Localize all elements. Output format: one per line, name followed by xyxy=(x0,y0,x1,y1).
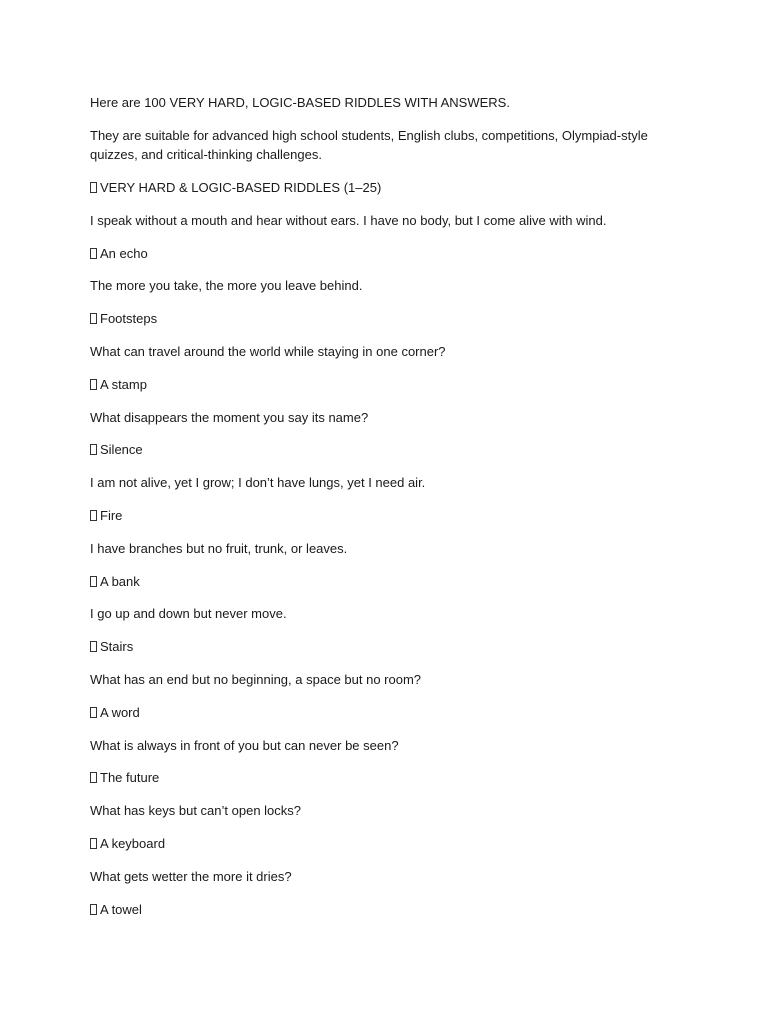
riddle-answer xyxy=(90,900,650,920)
riddle-question: What can travel around the world while staying in one corner? xyxy=(90,344,446,360)
missing-glyph-icon xyxy=(90,248,97,259)
document-body xyxy=(90,93,650,932)
missing-glyph-icon xyxy=(90,379,97,390)
missing-glyph-icon xyxy=(90,904,97,915)
missing-glyph-icon xyxy=(90,182,97,193)
riddle-answer xyxy=(90,244,650,264)
riddle-answer xyxy=(90,637,650,657)
riddle-question: I have branches but no fruit, trunk, or leaves. xyxy=(90,540,348,556)
missing-glyph-icon xyxy=(90,576,97,587)
riddle-answer xyxy=(90,440,650,460)
riddle-list xyxy=(90,211,650,919)
riddle-answer xyxy=(90,768,650,788)
riddle-question: The more you take, the more you leave behind. xyxy=(90,278,363,294)
riddle-question: What gets wetter the more it dries? xyxy=(90,868,292,884)
missing-glyph-icon xyxy=(90,707,97,718)
riddle-answer xyxy=(90,309,650,329)
riddle-answer-text: Fire xyxy=(100,508,123,524)
missing-glyph-icon xyxy=(90,510,97,521)
riddle-answer xyxy=(90,703,650,723)
intro-line: Here are 100 VERY HARD, LOGIC-BASED RIDDLES WITH ANSWERS. xyxy=(90,95,510,110)
riddle-answer xyxy=(90,834,650,854)
missing-glyph-icon xyxy=(90,772,97,783)
riddle-question: I speak without a mouth and hear without ears. I have no body, but I come alive with wind. xyxy=(90,212,607,228)
riddle-answer-text: Silence xyxy=(100,442,143,458)
riddle-answer xyxy=(90,572,650,592)
riddle-question: What has keys but can’t open locks? xyxy=(90,803,302,819)
riddle-question: I am not alive, yet I grow; I don’t have lungs, yet I need air. xyxy=(90,475,426,491)
riddle-question: What has an end but no beginning, a space but no room? xyxy=(90,672,422,688)
riddle-answer-text: A word xyxy=(100,704,140,720)
riddle-answer xyxy=(90,506,650,526)
riddle-answer-text: A keyboard xyxy=(100,836,166,852)
riddle-question: What is always in front of you but can never be seen? xyxy=(90,737,399,753)
section-heading xyxy=(90,178,650,198)
riddle-answer-text: A towel xyxy=(100,901,142,917)
riddle-question: I go up and down but never move. xyxy=(90,606,287,622)
riddle-question: What disappears the moment you say its name? xyxy=(90,409,369,425)
missing-glyph-icon xyxy=(90,838,97,849)
riddle-answer-text: The future xyxy=(100,770,160,786)
section-heading-text: VERY HARD & LOGIC-BASED RIDDLES (1–25) xyxy=(100,180,382,196)
missing-glyph-icon xyxy=(90,444,97,455)
riddle-answer-text: A stamp xyxy=(100,376,147,392)
missing-glyph-icon xyxy=(90,641,97,652)
riddle-answer-text: A bank xyxy=(100,573,140,589)
riddle-answer-text: Footsteps xyxy=(100,311,158,327)
missing-glyph-icon xyxy=(90,313,97,324)
intro-description: They are suitable for advanced high school students, English clubs, competitions, Olympiad-style quizzes, and critical-thinking challenges. xyxy=(90,127,648,163)
riddle-answer-text: An echo xyxy=(100,245,148,261)
riddle-answer xyxy=(90,375,650,395)
riddle-answer-text: Stairs xyxy=(100,639,134,655)
